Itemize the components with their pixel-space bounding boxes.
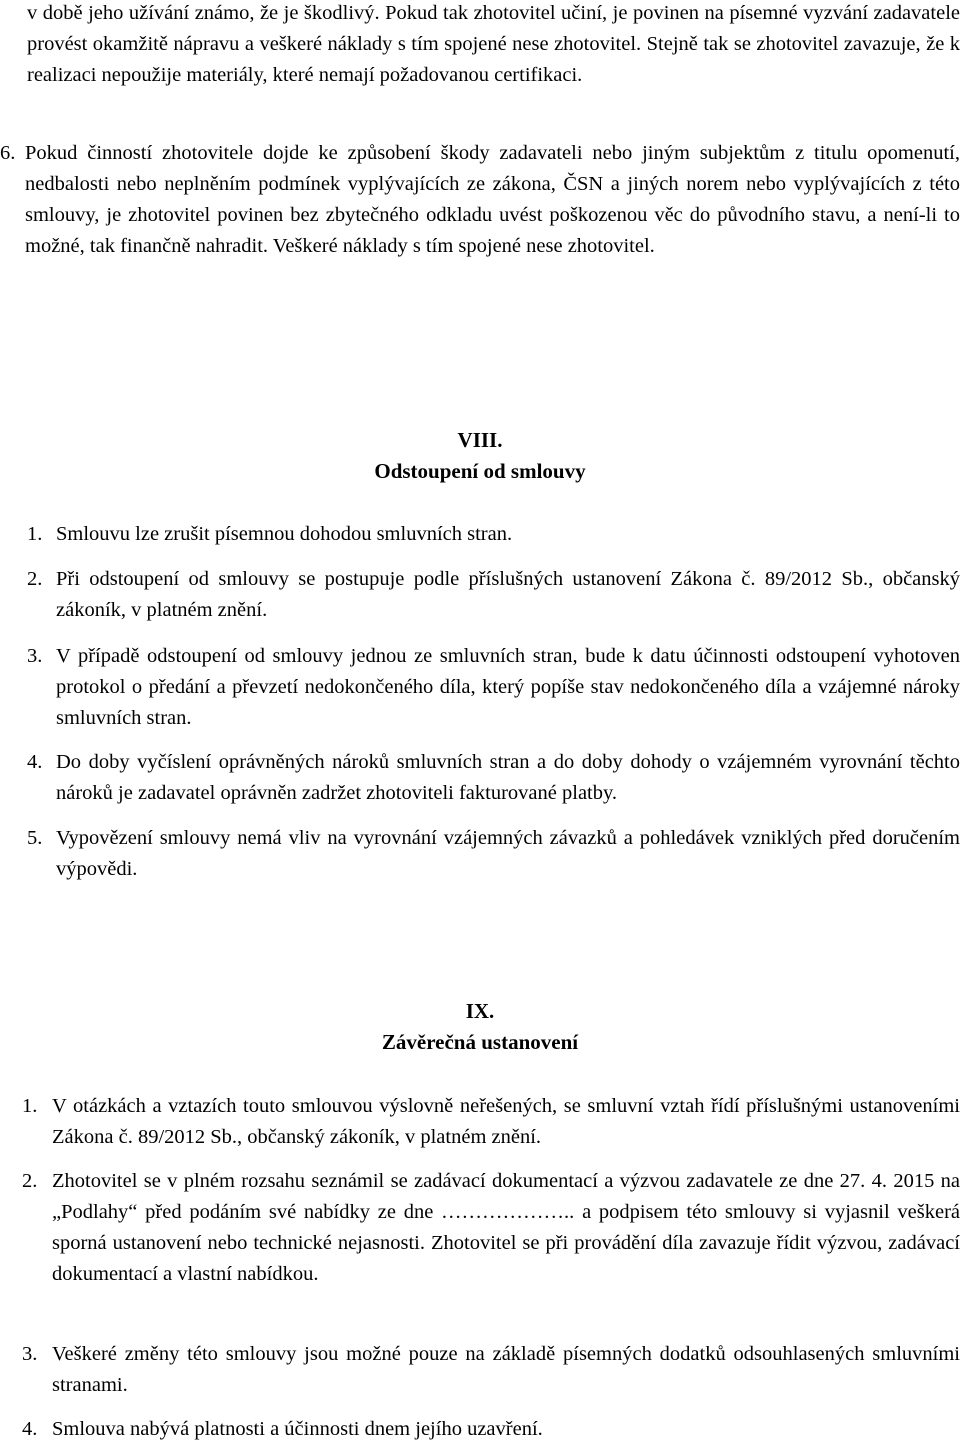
item-number: 1. bbox=[22, 1095, 38, 1117]
item-number: 5. bbox=[27, 827, 43, 849]
item-number: 6. bbox=[0, 142, 16, 164]
item-text: Veškeré změny této smlouvy jsou možné pouze na základě písemných dodatků odsouhlasených smluvními stranami. bbox=[52, 1343, 960, 1396]
section-title: Závěrečná ustanovení bbox=[381, 1030, 579, 1054]
item-number: 3. bbox=[27, 645, 43, 667]
section-title: Odstoupení od smlouvy bbox=[374, 459, 586, 483]
item-number: 3. bbox=[22, 1343, 38, 1365]
item-text: V otázkách a vztazích touto smlouvou výslovně neřešených, se smluvní vztah řídí příslušnými ustanoveními Zákona č. 89/2012 Sb., občanský zákoník, v platném znění. bbox=[52, 1095, 960, 1148]
section-numeral: IX. bbox=[465, 999, 495, 1023]
item-text: V případě odstoupení od smlouvy jednou ze smluvních stran, bude k datu účinnosti odstoupení vyhotoven protokol o předání a převzetí nedokončeného díla, který popíše stav nedokončeného díla a vzájemné nároky smluvních stran. bbox=[56, 645, 960, 729]
continuation-paragraph: v době jeho užívání známo, že je škodlivý. Pokud tak zhotovitel učiní, je povinen na písemné vyzvání zadavatele provést okamžitě nápravu a veškeré náklady s tím spojené nese zhotovitel. Stejně tak se zhotovitel zavazuje, že k realizaci nepoužije materiály, které nemají požadovanou certifikaci. bbox=[27, 2, 960, 86]
item-number: 2. bbox=[27, 568, 43, 590]
item-text: Smlouva nabývá platnosti a účinnosti dnem jejího uzavření. bbox=[52, 1418, 543, 1440]
item-text: Vypovězení smlouvy nemá vliv na vyrovnání vzájemných závazků a pohledávek vzniklých před doručením výpovědi. bbox=[56, 827, 960, 880]
item-text: Do doby vyčíslení oprávněných nároků smluvních stran a do doby dohody o vzájemném vyrovnání těchto nároků je zadavatel oprávněn zadržet zhotoviteli fakturované platby. bbox=[56, 751, 960, 804]
item-text: Smlouvu lze zrušit písemnou dohodou smluvních stran. bbox=[56, 523, 513, 545]
item-text: Pokud činností zhotovitele dojde ke způsobení škody zadavateli nebo jiným subjektům z titulu opomenutí, nedbalosti nebo neplněním podmínek vyplývajících ze zákona, ČSN a jiných norem nebo vyplývajících z této smlouvy, je zhotovitel povinen bez zbytečného odkladu uvést poškozenou věc do původního stavu, a není-li to možné, tak finančně nahradit. Veškeré náklady s tím spojené nese zhotovitel. bbox=[25, 142, 960, 257]
item-number: 1. bbox=[27, 523, 43, 545]
item-number: 2. bbox=[22, 1170, 38, 1192]
section-numeral: VIII. bbox=[457, 428, 503, 452]
item-number: 4. bbox=[22, 1418, 38, 1440]
item-text: Při odstoupení od smlouvy se postupuje podle příslušných ustanovení Zákona č. 89/2012 Sb., občanský zákoník, v platném znění. bbox=[56, 568, 960, 621]
item-number: 4. bbox=[27, 751, 43, 773]
item-text: Zhotovitel se v plném rozsahu seznámil se zadávací dokumentací a výzvou zadavatele ze dne 27. 4. 2015 na „Podlahy“ před podáním své nabídky ze dne ……………….. a podpisem této smlouvy si vyjasnil veškerá sporná ustanovení nebo technické nejasnosti. Zhotovitel se při provádění díla zavazuje řídit výzvou, zadávací dokumentací a vlastní nabídkou. bbox=[52, 1170, 960, 1285]
